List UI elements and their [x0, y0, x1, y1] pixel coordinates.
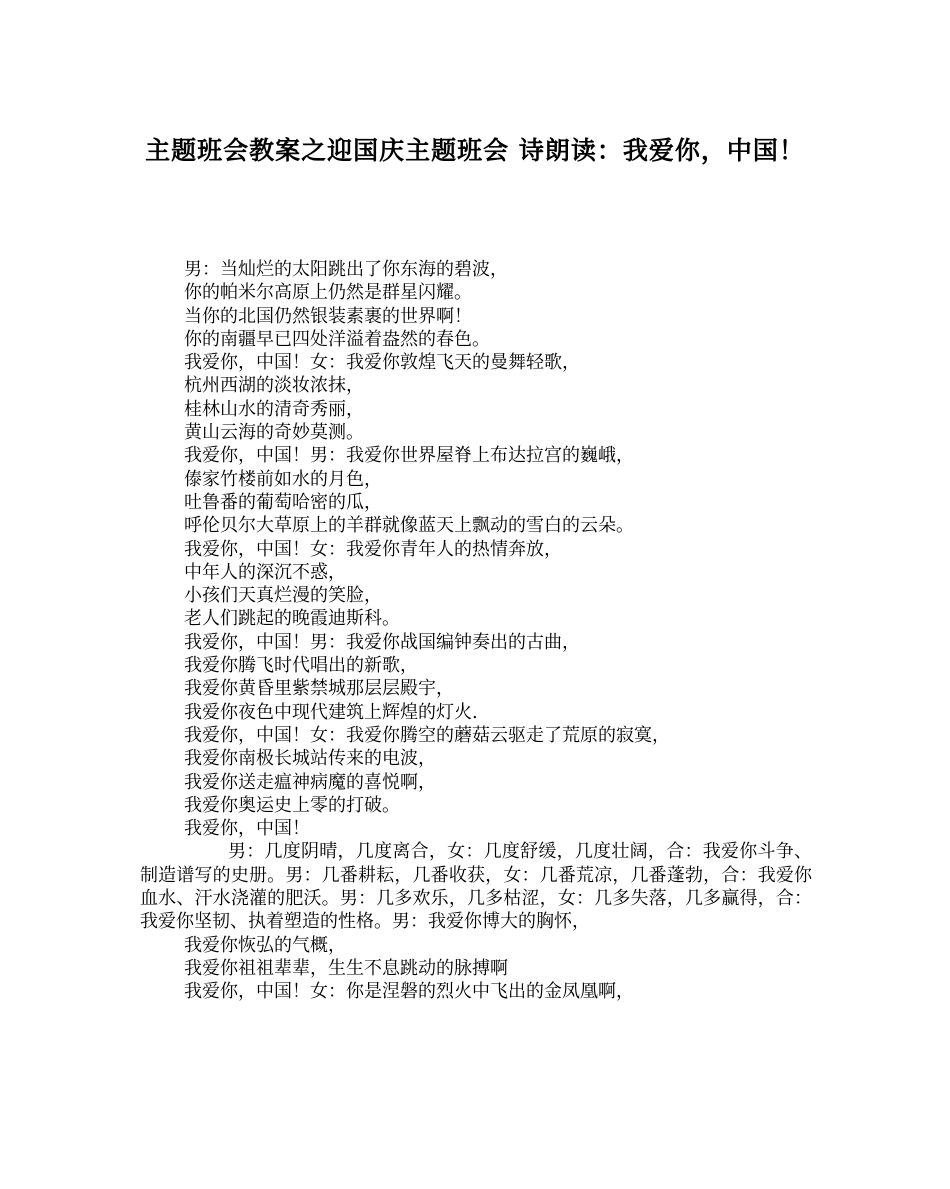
document-title: 主题班会教案之迎国庆主题班会 诗朗读：我爱你，中国！ [145, 136, 805, 165]
poem-line: 我爱你送走瘟神病魔的喜悦啊， [184, 771, 436, 793]
poem-line: 呼伦贝尔大草原上的羊群就像蓝天上飘动的雪白的云朵。 [184, 515, 634, 537]
poem-paragraph: 男：几度阴晴，几度离合，女：几度舒缓，几度壮阔，合：我爱你斗争、制造谱写的史册。男：几番耕耘，几番收获，女：几番荒凉，几番蓬勃，合：我爱你血水、汗水浇灌的肥沃。男：几多欢乐，几多枯涩，女：几多失落，几多赢得，合：我爱你坚韧、执着塑造的性格。男：我爱你博大的胸怀， [140, 841, 812, 933]
poem-line: 我爱你祖祖辈辈，生生不息跳动的脉搏啊 [184, 957, 508, 979]
poem-line: 我爱你，中国！女：你是涅磐的烈火中飞出的金凤凰啊， [184, 981, 634, 1003]
poem-lines-group-b [140, 934, 812, 1004]
poem-line: 你的南疆早已四处洋溢着盎然的春色。 [184, 328, 490, 350]
poem-line: 我爱你腾飞时代唱出的新歌， [184, 655, 418, 677]
poem-body [140, 258, 812, 1004]
poem-line: 我爱你，中国！女：我爱你敦煌飞天的曼舞轻歌， [184, 352, 580, 374]
poem-line: 你的帕米尔高原上仍然是群星闪耀。 [184, 282, 472, 304]
poem-line: 中年人的深沉不惑， [184, 561, 346, 583]
poem-line: 我爱你，中国！ [184, 818, 310, 840]
poem-line: 小孩们天真烂漫的笑脸， [184, 585, 382, 607]
poem-lines-group-a [140, 258, 812, 840]
poem-line: 吐鲁番的葡萄哈密的瓜， [184, 491, 382, 513]
poem-line: 老人们跳起的晚霞迪斯科。 [184, 608, 400, 630]
poem-line: 我爱你，中国！女：我爱你青年人的热情奔放， [184, 538, 562, 560]
poem-line: 男：当灿烂的太阳跳出了你东海的碧波， [184, 259, 508, 280]
poem-line: 我爱你夜色中现代建筑上辉煌的灯火. [184, 701, 478, 723]
poem-line: 我爱你，中国！男：我爱你世界屋脊上布达拉宫的巍峨， [184, 445, 634, 467]
poem-line: 我爱你恢弘的气概， [184, 934, 346, 956]
poem-line: 桂林山水的清奇秀丽， [184, 398, 364, 420]
poem-line: 我爱你，中国！女：我爱你腾空的蘑菇云驱走了荒原的寂寞， [184, 724, 670, 746]
poem-line: 杭州西湖的淡妆浓抹， [184, 375, 364, 397]
poem-line: 我爱你南极长城站传来的电波， [184, 748, 436, 770]
poem-line: 黄山云海的奇妙莫测。 [184, 422, 364, 444]
poem-line: 我爱你黄昏里紫禁城那层层殿宇， [184, 678, 454, 700]
poem-line: 我爱你奥运史上零的打破。 [184, 794, 400, 816]
poem-line: 我爱你，中国！男：我爱你战国编钟奏出的古曲， [184, 631, 580, 653]
poem-line: 当你的北国仍然银装素裹的世界啊！ [184, 305, 472, 327]
poem-line: 傣家竹楼前如水的月色， [184, 468, 382, 490]
